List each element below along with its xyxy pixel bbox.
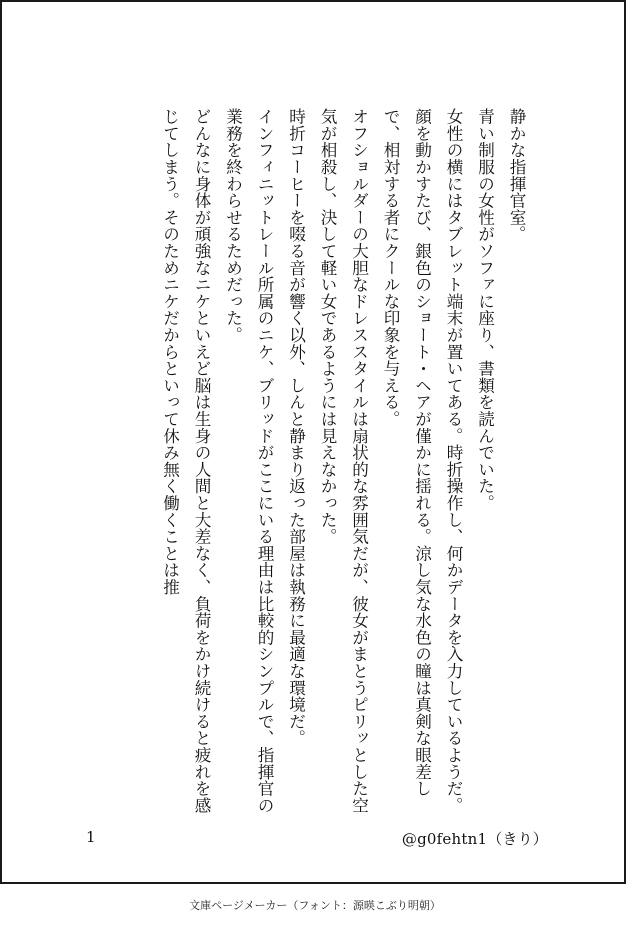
page-number: 1 [86, 828, 96, 846]
paragraph-3: 女性の横にはタブレット端末が置いてある。時折操作し、何かデータを入力しているようだ。 [444, 108, 463, 814]
paragraph-2: 青い制服の女性がソファに座り、書類を読んでいた。 [475, 108, 495, 512]
paragraph-6: 時折コーヒーを啜る音が響く以外、しんと静まり返った部屋は執務に最適な環境だ。 [286, 108, 306, 747]
generator-caption: 文庫ページメーカー（フォント：源暎こぶり明朝） [189, 899, 441, 912]
paragraph-1: 静かな指揮官室。 [507, 108, 526, 243]
paragraph-8: どんなに身体が頑強なニケといえど脳は生身の人間と大差なく、負荷をかけ続けると疲れを感じてしまう。そのためニケだからといって休み無く働くことは推 [160, 108, 211, 814]
paragraph-5: オフショルダーの大胆なドレススタイルは扇状的な雰囲気だが、彼女がまとうピリッとした空気が相殺し、決して軽い女であるようには見えなかった。 [318, 108, 369, 814]
paragraph-7: インフィニットレール所属のニケ、ブリッドがここにいる理由は比較的シンプルで、指揮官の業務を終わらせるためだった。 [223, 108, 274, 814]
vertical-text-body [62, 108, 532, 818]
author-credit: @g0fehtn1（きり） [401, 830, 548, 848]
paragraph-4: 顔を動かすたび、銀色のショート・ヘアが僅かに揺れる。涼し気な水色の瞳は真剣な眼差しで、相対する者にクールな印象を与える。 [381, 108, 432, 797]
